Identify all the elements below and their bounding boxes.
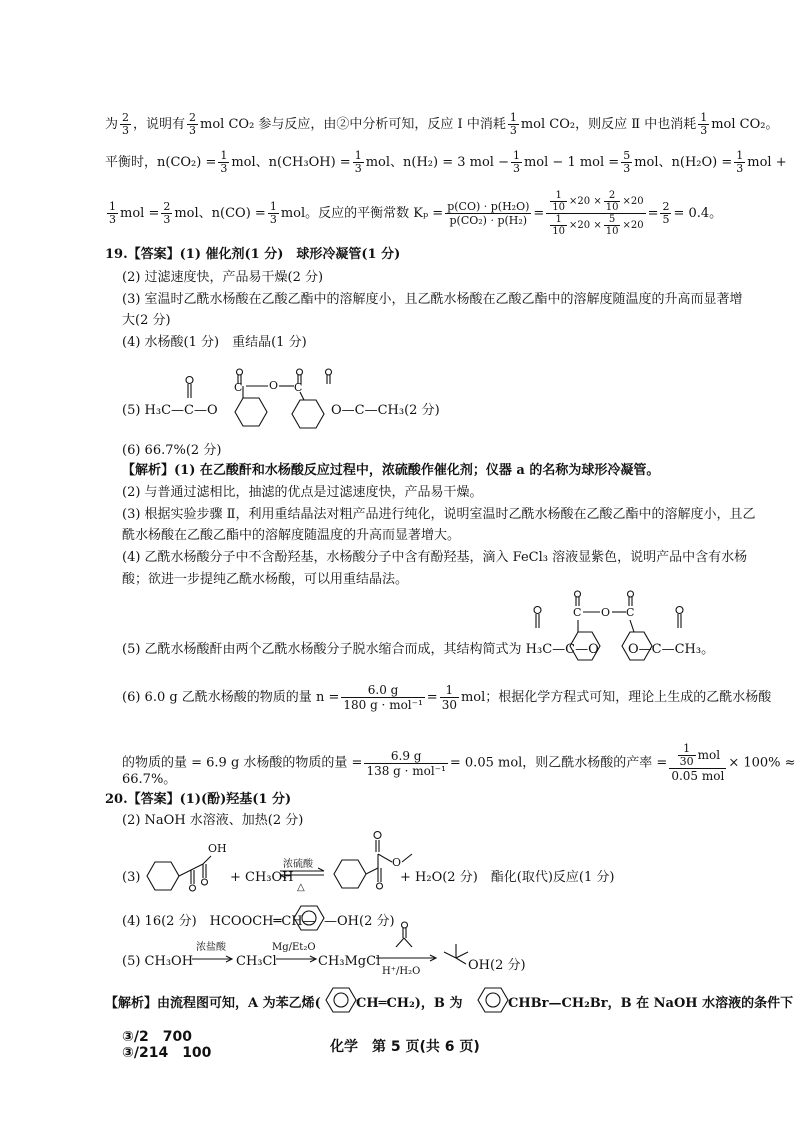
text-line: CHBr—CH₂Br，B 在 NaOH 水溶液的条件下 (508, 996, 794, 1011)
text-line: OH(2 分) (468, 958, 526, 973)
analysis-19: 【解析】(1) 在乙酸酐和水杨酸反应过程中，浓硫酸作催化剂；仪器 a 的名称为球形冷凝管。 (122, 463, 660, 478)
analysis-20: 【解析】由流程图可知，A 为苯乙烯( (105, 996, 321, 1011)
equilibrium-arrow (278, 868, 328, 878)
structure-text-right: O—C—CH₃。 (628, 642, 715, 657)
text-line: (5) CH₃OH (122, 954, 194, 969)
text-line: (2) 过滤速度快，产品易干燥(2 分) (122, 270, 324, 285)
text-line: 平衡时，n(CO₂) = $\frac{1}{3}$ mol、n(CH₃OH) = $\frac{1}{3}$ mol、n(H₂) = 3 mol − $\frac{1}{3}$ mol − 1 mol = $\frac{5}{3}$ mol、n(H₂O) = $\frac{1}{3}$ mol + (105, 149, 787, 175)
reaction-arrow (192, 955, 237, 963)
text-line: + CH₃OH (230, 870, 294, 885)
svg-text:OH: OH (208, 842, 227, 855)
text-line: (3) 根据实验步骤 Ⅱ，利用重结晶法对粗产品进行纯化，说明室温时乙酰水杨酸在乙酸乙酯中的溶解度小，且乙 (122, 507, 756, 522)
reaction-condition: Mg/Et₂O (272, 942, 316, 953)
reaction-condition: 浓硫酸 (283, 859, 313, 870)
text-line: (4) 16(2 分) HCOOCH═CH— (122, 914, 316, 929)
svg-text:O: O (601, 606, 611, 619)
structure-text-left: (5) H₃C—C—O (122, 403, 218, 418)
text-line: CH═CH₂)，B 为 (356, 996, 463, 1011)
svg-text:C: C (234, 381, 243, 394)
text-line: + H₂O(2 分) 酯化(取代)反应(1 分) (400, 870, 615, 885)
svg-text:C: C (294, 381, 303, 394)
text-line: —OH(2 分) (324, 914, 395, 929)
answer-19: 19.【答案】(1) 催化剂(1 分) 球形冷凝管(1 分) (105, 247, 401, 262)
svg-text:C: C (573, 606, 582, 619)
footer-code-1: ③/2 700 (122, 1029, 192, 1045)
structure-text-left: (5) 乙酰水杨酸酐由两个乙酰水杨酸分子脱水缩合而成，其结构简式为 H₃C—C—O (122, 642, 599, 657)
reaction-condition: H⁺/H₂O (382, 966, 421, 977)
answer-20: 20.【答案】(1)(酚)羟基(1 分) (105, 792, 292, 807)
text-line: $\frac{1}{3}$ mol = $\frac{2}{3}$ mol、n(CO) = $\frac{1}{3}$ mol。反应的平衡常数 Kₚ = $\frac{\text{p(CO) · p(H₂O)}}{\text{p(CO₂) · p(H₂)}}$ = $\frac{1}{10}$ ×20 × $\frac{2}{10}$ ×20 $\frac{1}{10}$ ×20 × $\frac{5}{10}$ ×20 = $\frac{2}{5}$ = 0.4。 (109, 190, 723, 237)
svg-text:O: O (269, 379, 279, 392)
text-line: (3) 室温时乙酰水杨酸在乙酸乙酯中的溶解度小，且乙酰水杨酸在乙酸乙酯中的溶解度随温度的升高而显著增 (122, 292, 743, 307)
text-line: 酰水杨酸在乙酸乙酯中的溶解度随温度的升高而显著增大。 (122, 528, 461, 543)
text-line: (6) 66.7%(2 分) (122, 443, 222, 458)
text-line: 大(2 分) (122, 313, 171, 328)
text-line: (4) 水杨酸(1 分) 重结晶(1 分) (122, 335, 307, 350)
text-line: (4) 乙酰水杨酸分子中不含酚羟基，水杨酸分子中含有酚羟基，滴入 FeCl₃ 溶液显紫色，说明产品中含有水杨 (122, 550, 748, 565)
text-line: 酸；欲进一步提纯乙酰水杨酸，可以用重结晶法。 (122, 572, 409, 587)
footer-code-2: ③/214 100 (122, 1045, 212, 1061)
page-number: 化学 第 5 页(共 6 页) (330, 1039, 480, 1055)
reaction-condition: 浓盐酸 (196, 942, 226, 953)
structure-text-right: O—C—CH₃(2 分) (331, 403, 440, 418)
text-line: 的物质的量 = 6.9 g 水杨酸的物质的量 = $\frac{6.9 g}{\text{138 g · mol⁻¹}}$ = 0.05 mol，则乙酰水杨酸的产率 = $\frac{1}{30}$ mol 0.05 mol × 100% ≈ (122, 742, 796, 783)
text-line: CH₃Cl (236, 954, 277, 969)
text-line: 为 $\frac{2}{3}$ ，说明有 $\frac{2}{3}$ mol CO₂ 参与反应，由②中分析可知，反应 Ⅰ 中消耗 $\frac{1}{3}$ mol CO₂，则反应 Ⅱ 中也消耗 $\frac{1}{3}$ mol CO₂。 (105, 111, 779, 137)
text-line: CH₃MgCl (318, 954, 381, 969)
svg-text:O: O (392, 856, 402, 869)
text-line: (3) (122, 870, 141, 885)
text-line: (2) 与普通过滤相比，抽滤的优点是过滤速度快，产品易干燥。 (122, 485, 483, 500)
text-line: 66.7%。 (122, 772, 177, 787)
svg-text:C: C (626, 606, 635, 619)
reaction-condition: △ (297, 882, 305, 893)
reaction-arrow (276, 955, 321, 963)
reactant-structure (143, 838, 233, 898)
text-line: (6) 6.0 g 乙酰水杨酸的物质的量 n = $\frac{6.0 g}{\text{180 g · mol⁻¹}}$ = $\frac{1}{30}$ mol；根据化学方程式可知，理论上生成的乙酰水杨酸 (122, 683, 772, 712)
text-line: (2) NaOH 水溶液、加热(2 分) (122, 813, 304, 828)
